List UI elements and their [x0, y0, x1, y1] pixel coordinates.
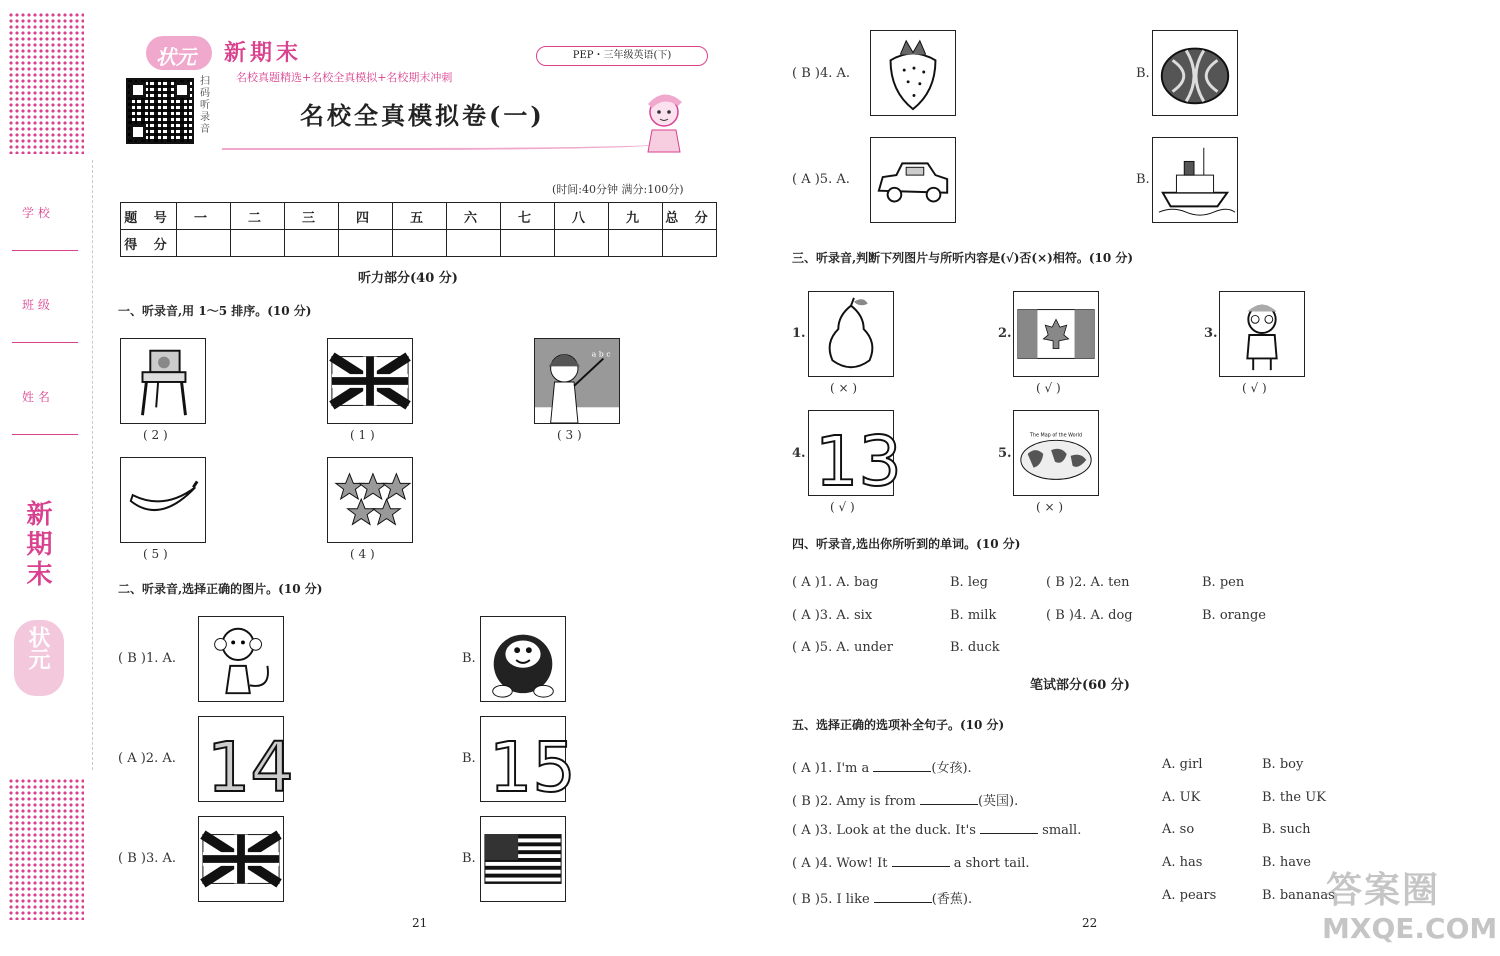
score-table	[120, 202, 717, 257]
s5-q3-a: A. so	[1162, 822, 1195, 837]
monkey-picture	[198, 616, 284, 702]
s1-answer-2: ( 1 )	[350, 428, 375, 442]
s2-q5-b-label: B.	[1136, 172, 1150, 187]
qr-caption: 扫码听录音	[200, 76, 210, 135]
field-class-label: 班 级	[22, 298, 50, 312]
pear-picture	[808, 291, 894, 377]
car-picture	[870, 137, 956, 223]
field-name-line[interactable]	[12, 434, 78, 435]
s4-q5-b: B. duck	[950, 640, 1000, 655]
exam-title: 名校全真模拟卷(一)	[300, 101, 545, 130]
s4-q1: ( A )1. A. bag	[792, 575, 879, 590]
s2-q1-b-label: B.	[462, 651, 476, 666]
field-school-line[interactable]	[12, 250, 78, 251]
section-5-heading: 五、选择正确的选项补全句子。(10 分)	[792, 718, 1005, 732]
s4-q2-b: B. pen	[1202, 575, 1245, 590]
map-caption: The Map of the World	[1029, 432, 1083, 439]
s5-q3-blank[interactable]	[980, 822, 1038, 834]
page-number-left: 21	[412, 916, 428, 930]
grandpa-picture	[1219, 291, 1305, 377]
svg-text:a b c: a b c	[591, 349, 611, 359]
s5-q2-blank[interactable]	[920, 793, 978, 805]
s4-q5: ( A )5. A. under	[792, 640, 893, 655]
s5-q4-blank[interactable]	[892, 855, 950, 867]
s3-answer-1: ( × )	[830, 381, 858, 395]
s3-num-2: 2.	[998, 326, 1012, 341]
number-13-text: 13	[814, 423, 902, 503]
section-1-heading: 一、听录音,用 1～5 排序。(10 分)	[118, 304, 312, 318]
s5-q2-a: A. UK	[1162, 790, 1201, 805]
s5-q5: ( B )5. I like (香蕉).	[792, 892, 973, 907]
s4-q4: ( B )4. A. dog	[1046, 608, 1133, 623]
section-3-heading: 三、听录音,判断下列图片与所听内容是(√)否(×)相符。(10 分)	[792, 251, 1134, 265]
number-15-text: 15	[488, 729, 576, 809]
s5-q1-blank[interactable]	[873, 760, 931, 772]
title-underline	[222, 140, 662, 150]
dot-pattern-bottom	[8, 778, 84, 920]
vertical-series-title: 新期末	[22, 500, 52, 590]
score-header-row: 题 号 一 二 三 四 五 六 七 八 九 总 分	[121, 203, 717, 230]
dashed-cut-line	[92, 160, 93, 770]
section-2-heading: 二、听录音,选择正确的图片。(10 分)	[118, 582, 323, 596]
mascot-girl	[638, 90, 690, 156]
canada-flag-picture	[1013, 291, 1099, 377]
s5-q1-a: A. girl	[1162, 757, 1203, 772]
s4-q4-b: B. orange	[1202, 608, 1266, 623]
s1-answer-4: ( 5 )	[143, 547, 168, 561]
s4-q2: ( B )2. A. ten	[1046, 575, 1130, 590]
s3-answer-3: ( √ )	[1242, 381, 1267, 395]
s2-q4-label: ( B )4. A.	[792, 66, 851, 81]
s5-q1: ( A )1. I'm a (女孩).	[792, 761, 972, 776]
s3-answer-5: ( × )	[1036, 500, 1064, 514]
s4-q1-b: B. leg	[950, 575, 988, 590]
monkey-face-picture	[480, 616, 566, 702]
strawberry-picture	[870, 30, 956, 116]
watermark-url: MXQE.COM	[1322, 912, 1498, 945]
listening-part-title: 听力部分(40 分)	[358, 271, 458, 286]
us-flag-picture	[480, 816, 566, 902]
s3-answer-4: ( √ )	[830, 500, 855, 514]
number-15-picture	[480, 716, 576, 809]
uk-flag-picture-2	[198, 816, 284, 902]
s4-q3: ( A )3. A. six	[792, 608, 873, 623]
watermark-logo: 答案圈	[1326, 870, 1441, 911]
s5-q4-b: B. have	[1262, 855, 1311, 870]
s5-q5-a: A. pears	[1162, 888, 1217, 903]
ship-picture	[1152, 137, 1238, 223]
s5-q2: ( B )2. Amy is from (英国).	[792, 794, 1019, 809]
s5-q1-b: B. boy	[1262, 757, 1304, 772]
s1-answer-3: ( 3 )	[557, 428, 582, 442]
brand-logo: 状元	[146, 36, 212, 70]
s4-q3-b: B. milk	[950, 608, 997, 623]
s5-q4-a: A. has	[1162, 855, 1203, 870]
teacher-picture	[534, 338, 620, 424]
qr-code[interactable]	[126, 78, 194, 144]
field-school-label: 学 校	[22, 206, 50, 220]
section-4-heading: 四、听录音,选出你所听到的单词。(10 分)	[792, 537, 1021, 551]
s2-q4-b-label: B.	[1136, 66, 1150, 81]
writing-part-title: 笔试部分(60 分)	[1030, 678, 1130, 693]
s5-q3-b: B. such	[1262, 822, 1311, 837]
number-14-text: 14	[206, 729, 294, 809]
banana-picture	[120, 457, 206, 543]
s1-answer-1: ( 2 )	[143, 428, 168, 442]
series-title: 新期末	[224, 40, 303, 66]
s3-answer-2: ( √ )	[1036, 381, 1061, 395]
watermelon-picture	[1152, 30, 1238, 116]
score-entry-row[interactable]: 得 分	[121, 230, 717, 257]
number-13-picture	[808, 410, 902, 503]
page-number-right: 22	[1082, 916, 1098, 930]
s2-q3-label: ( B )3. A.	[118, 851, 177, 866]
chair-picture	[120, 338, 206, 424]
time-info: (时间:40分钟 满分:100分)	[552, 183, 684, 196]
s3-num-1: 1.	[792, 326, 806, 341]
s2-q2-b-label: B.	[462, 751, 476, 766]
s3-num-5: 5.	[998, 446, 1012, 461]
s5-q5-blank[interactable]	[874, 891, 932, 903]
number-14-picture	[198, 716, 294, 809]
world-map-picture	[1013, 410, 1099, 496]
stars-picture	[327, 457, 413, 543]
s2-q3-b-label: B.	[462, 851, 476, 866]
dot-pattern-top	[8, 12, 84, 154]
s5-q4: ( A )4. Wow! It a short tail.	[792, 856, 1030, 871]
tagline: 名校真题精选+名校全真模拟+名校期末冲刺	[236, 71, 453, 84]
s5-q5-b: B. bananas	[1262, 888, 1335, 903]
s3-num-4: 4.	[792, 446, 806, 461]
field-class-line[interactable]	[12, 342, 78, 343]
grade-tag: PEP・三年级英语(下)	[536, 46, 708, 66]
s3-num-3: 3.	[1204, 326, 1218, 341]
s2-q5-label: ( A )5. A.	[792, 172, 850, 187]
vertical-logo: 状元	[14, 620, 64, 696]
s2-q1-label: ( B )1. A.	[118, 651, 177, 666]
s5-q2-b: B. the UK	[1262, 790, 1326, 805]
s2-q2-label: ( A )2. A.	[118, 751, 176, 766]
s1-answer-5: ( 4 )	[350, 547, 375, 561]
field-name-label: 姓 名	[22, 390, 50, 404]
s5-q3: ( A )3. Look at the duck. It's small.	[792, 823, 1082, 838]
uk-flag-picture	[327, 338, 413, 424]
